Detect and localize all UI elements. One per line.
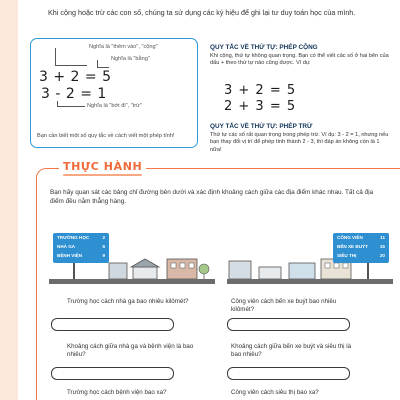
sign-distance: 5 — [102, 244, 105, 249]
sign-place: CÔNG VIÊN — [337, 235, 363, 240]
practice-heading — [59, 160, 146, 176]
sign-distance: 11 — [380, 235, 385, 240]
road — [49, 279, 215, 284]
sign-distance: 20 — [379, 253, 385, 258]
label-minus: Nghĩa là "bớt đi", "trừ" — [87, 103, 142, 109]
sign-distance: 15 — [379, 244, 385, 249]
sign-place: SIÊU THỊ — [337, 253, 357, 258]
sign-place: NHÀ GA — [57, 244, 76, 249]
question-right-1: Công viên cách bến xe buýt bao nhiêu kilômét? — [231, 298, 337, 313]
equation-subtraction: 3 - 2 = 1 — [41, 86, 107, 102]
rules-note: Bạn cần biết một số quy tắc về cách viết một phép tính! — [37, 133, 175, 139]
sign-distance: 9 — [102, 253, 105, 258]
rule-addition-text: Khi cộng, thứ tự không quan trọng. Bạn có thể viết các số ở hai bên của dấu + theo thứ tự nào cũng được. Ví dụ: — [210, 53, 389, 67]
practice-title-underline — [63, 174, 142, 176]
pointer-minus — [57, 101, 85, 107]
question-right-3: Công viên cách siêu thị bao xa? — [231, 389, 319, 396]
pointer-equal — [97, 60, 109, 68]
sign-place: TRƯỜNG HỌC — [57, 235, 90, 240]
practice-title: THỰC HÀNH — [63, 160, 143, 173]
label-plus: Nghĩa là "thêm vào", "cộng" — [89, 44, 158, 50]
pointer-plus — [55, 48, 87, 66]
equation-addition: 3 + 2 = 5 — [39, 69, 112, 85]
practice-card — [36, 160, 400, 400]
answer-input-right-1[interactable] — [227, 318, 350, 331]
practice-instruction: Bạn hãy quan sát các bảng chỉ đường bên dưới và xác định khoảng cách giữa các địa điểm khác nhau. Tất cả địa điểm đều nằm thẳng hàng. — [50, 189, 374, 205]
question-left-2: Khoảng cách giữa nhà ga và bệnh viện là bao nhiêu? — [67, 343, 194, 358]
answer-input-left-2[interactable] — [51, 367, 174, 380]
road — [227, 279, 393, 284]
rule-subtraction-title: QUY TẮC VỀ THỨ TỰ: PHÉP TRỪ — [210, 123, 313, 130]
answer-input-left-1[interactable] — [51, 318, 174, 331]
sign-place: BẾN XE BUÝT — [337, 244, 368, 249]
label-equal: Nghĩa là "bằng" — [111, 56, 150, 62]
road-sign-right — [333, 233, 389, 263]
answer-input-right-2[interactable] — [227, 367, 350, 380]
street-scene-right — [227, 233, 393, 287]
street-scene-left — [49, 233, 215, 287]
rule-addition-title: QUY TẮC VỀ THỨ TỰ: PHÉP CỘNG — [210, 44, 318, 51]
question-left-3: Trường học cách bệnh viện bao xa? — [67, 389, 167, 396]
intro-text: Khi cộng hoặc trừ các con số, chúng ta sử dụng các ký hiệu để ghi lại tư duy toán học của mình. — [48, 8, 356, 17]
sign-place: BỆNH VIỆN — [57, 253, 83, 258]
rule-addition-eq2: 2 + 3 = 5 — [224, 99, 297, 114]
symbols-box — [30, 38, 198, 148]
question-right-2: Khoảng cách giữa bến xe buýt và siêu thị là bao nhiêu? — [231, 343, 352, 358]
rule-subtraction-text: Thứ tự các số rất quan trọng trong phép trừ. Ví dụ: 3 - 2 = 1, nhưng nếu bạn thay đổi vị trí để phép tính thành 2 - 3, thì đáp án không còn là 1 nữa! — [210, 132, 389, 153]
sign-distance: 2 — [102, 235, 105, 240]
question-left-1: Trường học cách nhà ga bao nhiêu kilômét? — [67, 298, 189, 305]
rule-addition-eq1: 3 + 2 = 5 — [224, 83, 297, 98]
